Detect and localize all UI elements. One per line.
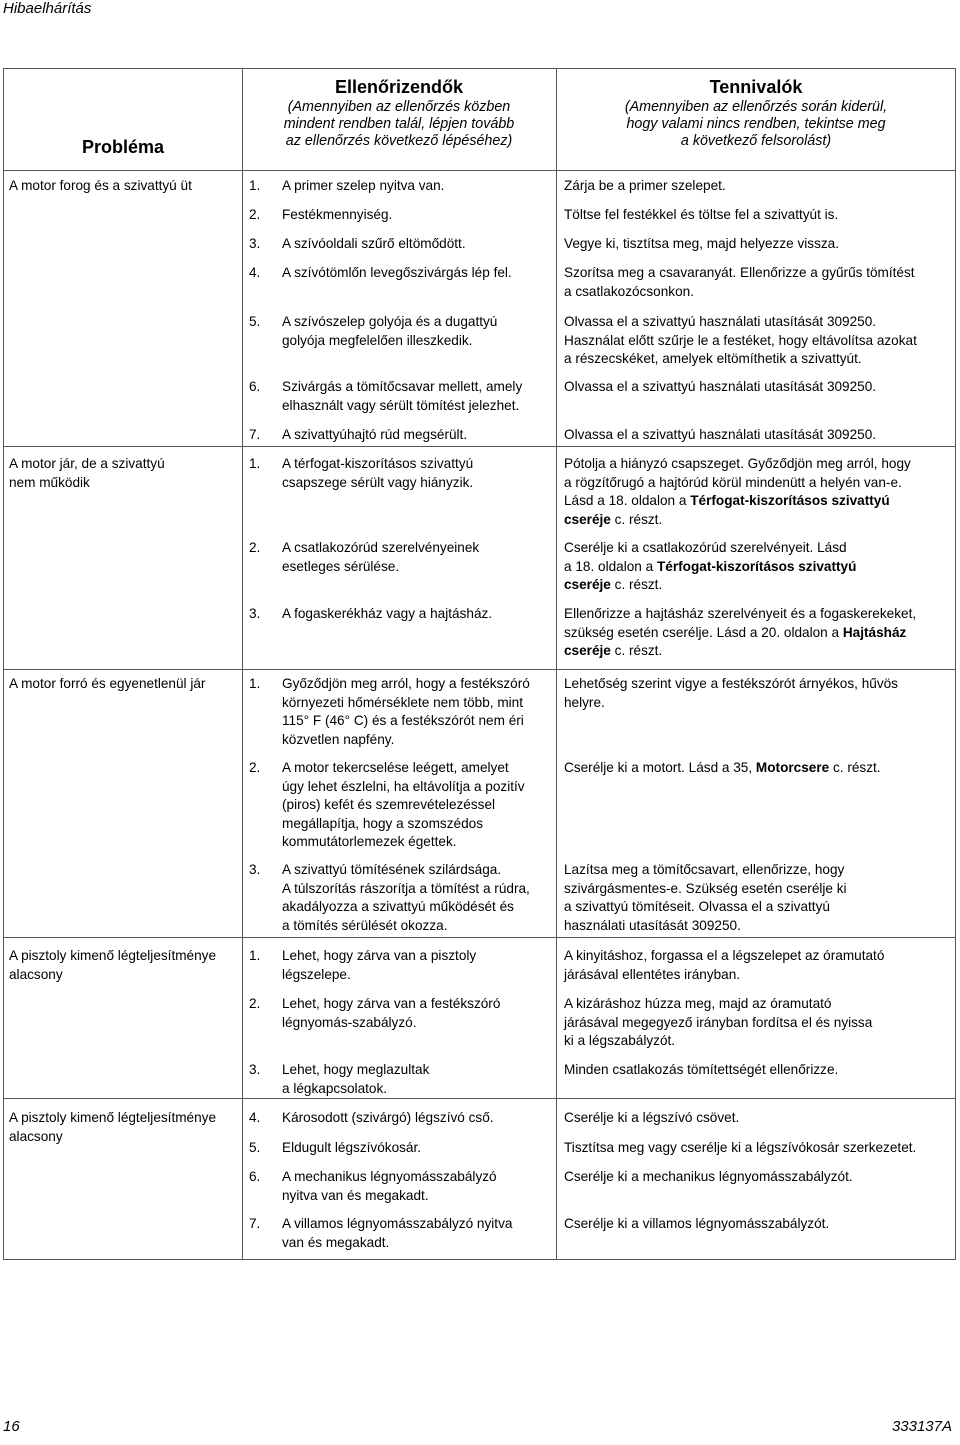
- action-text: Vegye ki, tisztítsa meg, majd helyezze vissza.: [564, 236, 840, 251]
- check-number: 2.: [249, 996, 261, 1011]
- check-number: 3.: [249, 606, 261, 621]
- troubleshooting-table: [3, 68, 956, 1260]
- column-divider: [242, 69, 243, 1259]
- action-text: Lehetőség szerint vigye a festékszórót árnyékos, hűvös helyre.: [564, 676, 898, 710]
- check-text: A primer szelep nyitva van.: [282, 178, 445, 193]
- check-text: A motor tekercselése leégett, amelyet úgy lehet észlelni, ha eltávolítja a pozitív (piros) kefét és szemrevételezéssel megállapítja, hogy a szomszédos kommutátorlemezek égettek.: [282, 760, 525, 849]
- header-problem: Probléma: [81, 137, 165, 157]
- action-text: Tisztítsa meg vagy cserélje ki a légszívókosár szerkezetet.: [564, 1140, 917, 1155]
- check-text: Lehet, hogy zárva van a festékszóró légnyomás-szabályzó.: [282, 996, 501, 1030]
- page-number: 16: [3, 1418, 20, 1435]
- action-text: Olvassa el a szivattyú használati utasítását 309250.: [564, 379, 877, 394]
- action-text: Olvassa el a szivattyú használati utasítását 309250.: [564, 427, 877, 442]
- header-checks-subtitle: (Amennyiben az ellenőrzés közben mindent rendben talál, lépjen tovább az ellenőrzés következő lépéséhez): [283, 99, 515, 149]
- check-text: Lehet, hogy meglazultak a légkapcsolatok.: [282, 1062, 430, 1096]
- check-text: Győződjön meg arról, hogy a festékszóró környezeti hőmérséklete nem több, mint 115° F (46° C) és a festékszórót nem éri közvetlen napfény.: [282, 676, 530, 747]
- check-text: Károsodott (szivárgó) légszívó cső.: [282, 1110, 494, 1125]
- check-text: Szivárgás a tömítőcsavar mellett, amely elhasznált vagy sérült tömítést jelezhet.: [282, 379, 523, 413]
- problem-text: A motor forog és a szivattyú üt: [9, 178, 192, 193]
- header-actions: Tennivalók: [709, 77, 803, 97]
- check-number: 6.: [249, 1169, 261, 1184]
- action-text: Ellenőrizze a hajtásház szerelvényeit és a fogaskerekeket, szükség esetén cserélje. Lásd a 20. oldalon a Hajtásház cseréje c. részt.: [564, 606, 917, 658]
- action-text: Olvassa el a szivattyú használati utasítását 309250. Használat előtt szűrje le a festéket, hogy eltávolítsa azokat a részecskéket, amelyek eltömíthetik a szivattyút.: [564, 314, 917, 366]
- check-text: Lehet, hogy zárva van a pisztoly légszelepe.: [282, 948, 477, 982]
- action-text: A kinyitáshoz, forgassa el a légszelepet az óramutató járásával ellentétes irányban.: [564, 948, 885, 982]
- problem-text: A motor forró és egyenetlenül jár: [9, 676, 206, 691]
- action-text: Töltse fel festékkel és töltse fel a szivattyút is.: [564, 207, 839, 222]
- check-number: 2.: [249, 540, 261, 555]
- check-text: Eldugult légszívókosár.: [282, 1140, 422, 1155]
- check-number: 1.: [249, 948, 261, 963]
- check-text: A szívóoldali szűrő eltömődött.: [282, 236, 466, 251]
- check-number: 2.: [249, 207, 261, 222]
- header-divider: [4, 170, 955, 171]
- action-text: Cserélje ki a légszívó csövet.: [564, 1110, 740, 1125]
- check-number: 4.: [249, 1110, 261, 1125]
- check-number: 1.: [249, 676, 261, 691]
- column-divider: [556, 69, 557, 1259]
- problem-text: A motor jár, de a szivattyú nem működik: [9, 456, 165, 490]
- check-text: A csatlakozórúd szerelvényeinek esetleges sérülése.: [282, 540, 480, 574]
- group-divider: [4, 1098, 955, 1099]
- check-text: Festékmennyiség.: [282, 207, 393, 222]
- action-text: A kizáráshoz húzza meg, majd az óramutató járásával megegyező irányban fordítsa el és nyissa ki a légszabályzót.: [564, 996, 873, 1048]
- check-number: 6.: [249, 379, 261, 394]
- check-number: 2.: [249, 760, 261, 775]
- check-number: 7.: [249, 427, 261, 442]
- check-text: A szívótömlőn levegőszivárgás lép fel.: [282, 265, 512, 280]
- check-text: A szívószelep golyója és a dugattyú golyója megfelelően illeszkedik.: [282, 314, 498, 348]
- check-text: A mechanikus légnyomásszabályzó nyitva van és megakadt.: [282, 1169, 497, 1203]
- check-number: 1.: [249, 456, 261, 471]
- document-number: 333137A: [891, 1418, 952, 1435]
- check-number: 3.: [249, 862, 261, 877]
- check-text: A térfogat-kiszorításos szivattyú csapszege sérült vagy hiányzik.: [282, 456, 474, 490]
- header-actions-subtitle: (Amennyiben az ellenőrzés során kiderül, hogy valami nincs rendben, tekintse meg a következő felsorolást): [624, 99, 888, 149]
- action-text: Cserélje ki a csatlakozórúd szerelvényeit. Lásd a 18. oldalon a Térfogat-kiszorításos szivattyú cseréje c. részt.: [564, 540, 857, 592]
- check-number: 5.: [249, 314, 261, 329]
- check-text: A szivattyú tömítésének szilárdsága. A túlszorítás rászorítja a tömítést a rúdra, akadályozza a szivattyú működését és a tömítés sérülését okozza.: [282, 862, 530, 933]
- check-text: A villamos légnyomásszabályzó nyitva van és megakadt.: [282, 1216, 513, 1250]
- check-number: 3.: [249, 236, 261, 251]
- problem-text: A pisztoly kimenő légteljesítménye alacsony: [9, 948, 217, 982]
- check-number: 4.: [249, 265, 261, 280]
- action-text: Minden csatlakozás tömítettségét ellenőrizze.: [564, 1062, 839, 1077]
- action-text: Pótolja a hiányzó csapszeget. Győződjön meg arról, hogy a rögzítőrugó a hajtórúd körül mindenütt a helyén van-e. Lásd a 18. oldalon a Térfogat-kiszorításos szivattyú cseréje c. részt.: [564, 456, 911, 527]
- check-number: 7.: [249, 1216, 261, 1231]
- check-number: 5.: [249, 1140, 261, 1155]
- action-text: Lazítsa meg a tömítőcsavart, ellenőrizze, hogy szivárgásmentes-e. Szükség esetén cserélje ki a szivattyú tömítéseit. Olvassa el a szivattyú használati utasítását 309250.: [564, 862, 847, 933]
- check-text: A fogaskerékház vagy a hajtásház.: [282, 606, 493, 621]
- action-text: Zárja be a primer szelepet.: [564, 178, 726, 193]
- section-title: Hibaelhárítás: [3, 0, 92, 17]
- check-text: A szivattyúhajtó rúd megsérült.: [282, 427, 468, 442]
- group-divider: [4, 669, 955, 670]
- header-checks: Ellenőrizendők: [334, 77, 464, 97]
- action-text: Szorítsa meg a csavaranyát. Ellenőrizze a gyűrűs tömítést a csatlakozócsonkon.: [564, 265, 915, 299]
- group-divider: [4, 446, 955, 447]
- group-divider: [4, 937, 955, 938]
- problem-text: A pisztoly kimenő légteljesítménye alacsony: [9, 1110, 217, 1144]
- action-text: Cserélje ki a mechanikus légnyomásszabályzót.: [564, 1169, 853, 1184]
- action-text: Cserélje ki a motort. Lásd a 35, Motorcsere c. részt.: [564, 760, 881, 775]
- action-text: Cserélje ki a villamos légnyomásszabályzót.: [564, 1216, 830, 1231]
- check-number: 1.: [249, 178, 261, 193]
- check-number: 3.: [249, 1062, 261, 1077]
